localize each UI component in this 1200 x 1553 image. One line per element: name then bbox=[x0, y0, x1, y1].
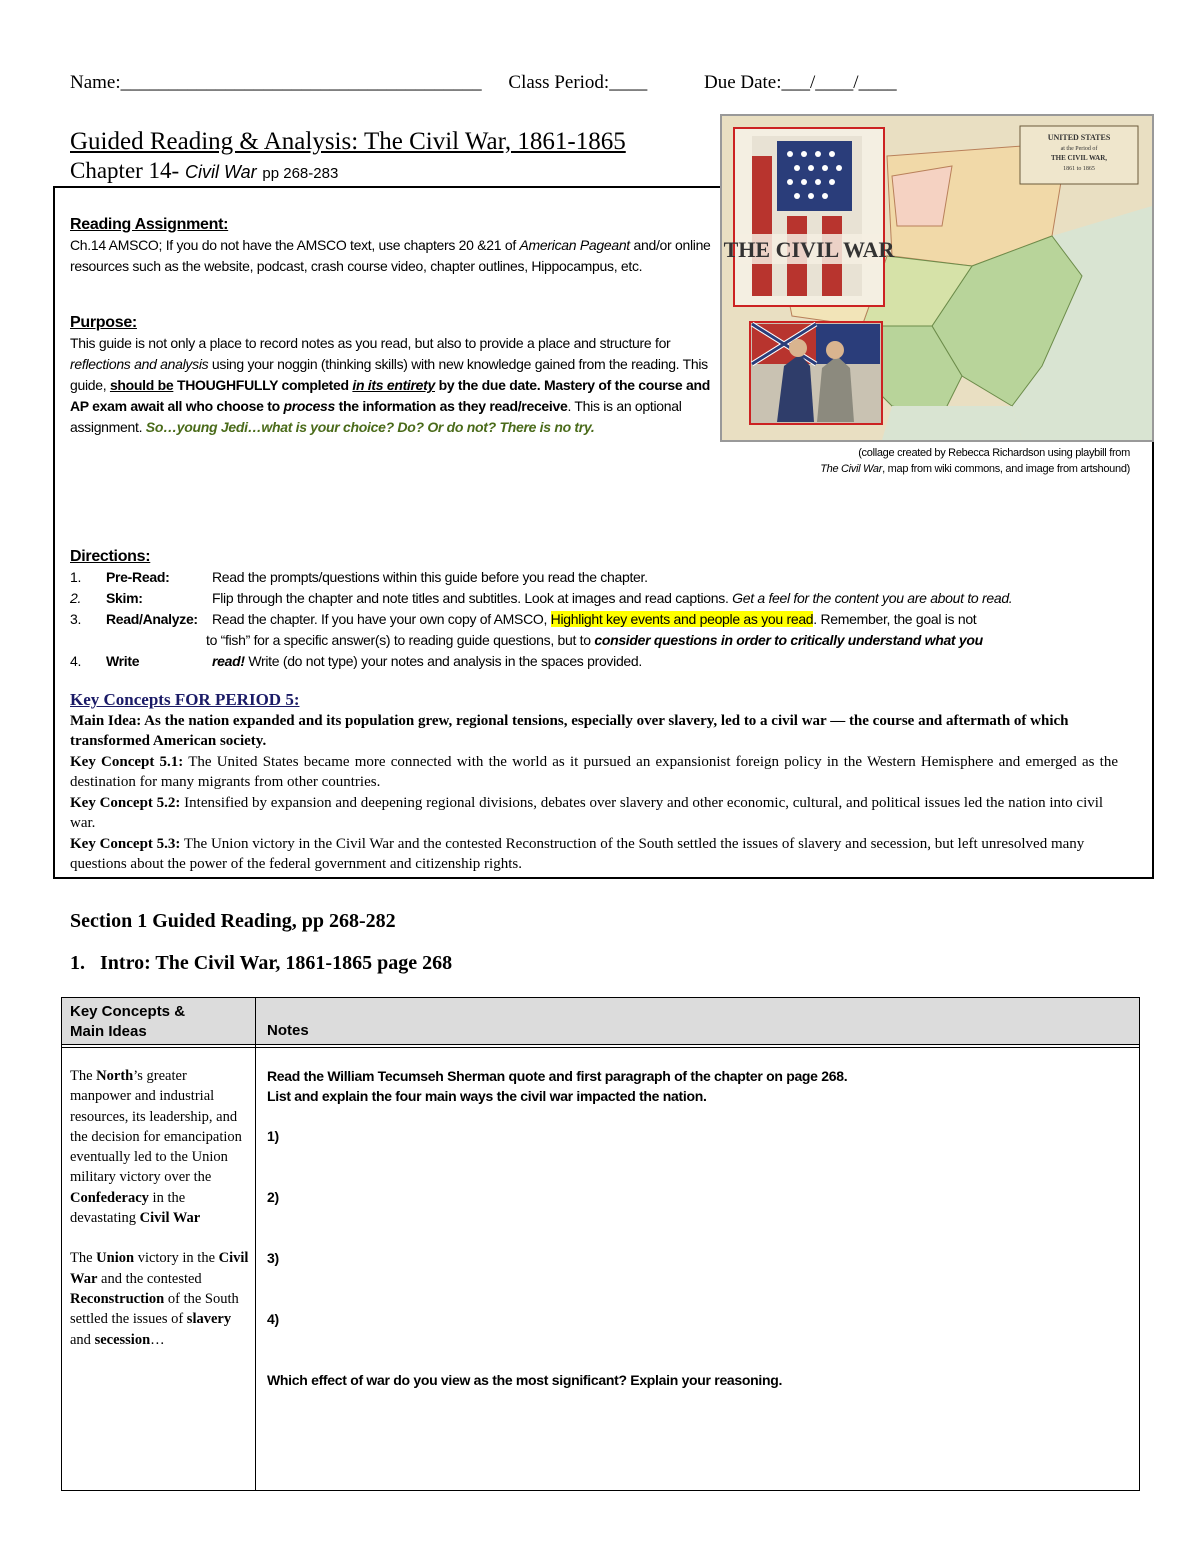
direction-item: 4. Write read! Write (do not type) your notes and analysis in the spaces provided. bbox=[70, 653, 642, 669]
directions-section bbox=[70, 546, 1140, 672]
jedi-quote: So…young Jedi…what is your choice? Do? Or do not? There is no try. bbox=[145, 419, 595, 435]
key-concepts-heading: Key Concepts FOR PERIOD 5: bbox=[70, 690, 300, 709]
direction-item: 1. Pre-Read: Read the prompts/questions within this guide before you read the chapter. bbox=[70, 569, 648, 585]
intro-title: 1. Intro: The Civil War, 1861-1865 page 268 bbox=[70, 952, 453, 974]
svg-text:UNITED STATES: UNITED STATES bbox=[1047, 133, 1111, 142]
collage-caption: (collage created by Rebecca Richardson using playbill from The Civil War, map from wiki commons, and image from artshound) bbox=[820, 447, 1130, 475]
answer-label: 2) bbox=[267, 1189, 279, 1205]
directions-heading: Directions: bbox=[70, 548, 151, 565]
direction-item: 3. Read/Analyze: Read the chapter. If you have your own copy of AMSCO, Highlight key events and people as you read. Remember, the goal is not bbox=[70, 611, 977, 627]
student-info-line bbox=[70, 72, 915, 94]
direction-item: 2. Skim: Flip through the chapter and note titles and subtitles. Look at images and read captions. Get a feel for the content you are about to read. bbox=[70, 590, 1013, 606]
chapter-prefix: Chapter 14- bbox=[70, 158, 180, 183]
reading-assignment bbox=[70, 214, 720, 277]
main-idea: Main Idea: As the nation expanded and its population grew, regional tensions, especially over slavery, led to a civil war — the course and aftermath of which transformed American society. bbox=[70, 712, 1069, 749]
civil-war-collage-image bbox=[720, 114, 1154, 442]
document-title: Guided Reading & Analysis: The Civil War, 1861-1865 bbox=[70, 128, 626, 155]
name-field[interactable]: Name:______________________________________ bbox=[70, 72, 482, 93]
due-date-field[interactable]: Due Date:___/____/____ bbox=[703, 72, 897, 93]
key-concept-5-1: Key Concept 5.1: The United States became more connected with the world as it pursued an expansionist foreign policy in the Western Hemisphere and emerged as the destination for many migrants from other countries. bbox=[70, 753, 1118, 790]
header-double-line bbox=[62, 1047, 1139, 1048]
highlighted-text: Highlight key events and people as you read bbox=[550, 611, 814, 627]
section-title: Section 1 Guided Reading, pp 268-282 bbox=[70, 910, 396, 932]
chapter-line bbox=[70, 158, 626, 184]
chapter-name: Civil War bbox=[184, 162, 257, 182]
reading-assignment-text: Ch.14 AMSCO; If you do not have the AMSCO text, use chapters 20 &21 of American Pageant and/or online resources such as the website, podcast, crash course video, chapter outlines, Hippocampus, etc. bbox=[70, 237, 711, 274]
purpose-heading: Purpose: bbox=[70, 314, 137, 331]
answer-label: 1) bbox=[267, 1128, 279, 1144]
notes-cell[interactable] bbox=[267, 1066, 1127, 1388]
class-period-field[interactable]: Class Period:____ bbox=[508, 72, 648, 93]
notes-column-header: Notes bbox=[267, 1022, 309, 1039]
answer-label: 3) bbox=[267, 1250, 279, 1266]
key-concept-5-2: Key Concept 5.2: Intensified by expansion and deepening regional divisions, debates over slavery and other economic, cultural, and political issues led the nation into civil war. bbox=[70, 794, 1104, 831]
svg-text:1861 to 1865: 1861 to 1865 bbox=[1063, 166, 1095, 172]
direction-item-continued: to “fish” for a specific answer(s) to reading guide questions, but to consider questions in order to critically understand what you bbox=[206, 632, 983, 648]
key-concept-5-3: Key Concept 5.3: The Union victory in the Civil War and the contested Reconstruction of the South settled the issues of slavery and secession, but left unresolved many questions about the power of the federal government and citizenship rights. bbox=[70, 835, 1085, 872]
collage-illustration bbox=[722, 116, 1152, 440]
purpose-section bbox=[70, 312, 715, 438]
notes-prompt: Read the William Tecumseh Sherman quote and first paragraph of the chapter on page 268. bbox=[267, 1068, 848, 1084]
answer-label: 4) bbox=[267, 1311, 279, 1327]
svg-text:THE CIVIL WAR,: THE CIVIL WAR, bbox=[1050, 154, 1108, 162]
title-block bbox=[70, 128, 626, 184]
key-concepts-column-header: Key Concepts & Main Ideas bbox=[70, 1003, 186, 1040]
purpose-text: This guide is not only a place to record notes as you read, but also to provide a place and structure for reflections and analysis using your noggin (thinking skills) with new knowledge gained from the reading. This guide, should be THOUGHFULLY completed in its entirety by the due date. Mastery of the course and AP exam await all who choose to process the information as they read/receive. This is an optional assignment. So…young Jedi…what is your choice? Do? Or do not? There is no try. bbox=[70, 335, 710, 435]
key-concepts-cell: The North’s greater manpower and industrial resources, its leadership, and the decision for emancipation eventually led to the Union military victory over the Confederacy in the devastating Civil War The Union victory in the Civil War and the contested Reconstruction of the South settled the issues of slavery and secession… bbox=[70, 1068, 249, 1348]
key-concepts-section bbox=[70, 690, 1118, 875]
notes-table bbox=[61, 997, 1140, 1491]
svg-text:at the Period of: at the Period of bbox=[1060, 146, 1098, 152]
chapter-pages: pp 268-283 bbox=[262, 165, 339, 182]
notes-prompt: List and explain the four main ways the civil war impacted the nation. bbox=[267, 1088, 707, 1105]
reading-assignment-heading: Reading Assignment: bbox=[70, 216, 229, 233]
collage-title-text: THE CIVIL WAR bbox=[723, 237, 895, 262]
final-question: Which effect of war do you view as the most significant? Explain your reasoning. bbox=[267, 1372, 783, 1388]
column-divider bbox=[255, 998, 256, 1490]
